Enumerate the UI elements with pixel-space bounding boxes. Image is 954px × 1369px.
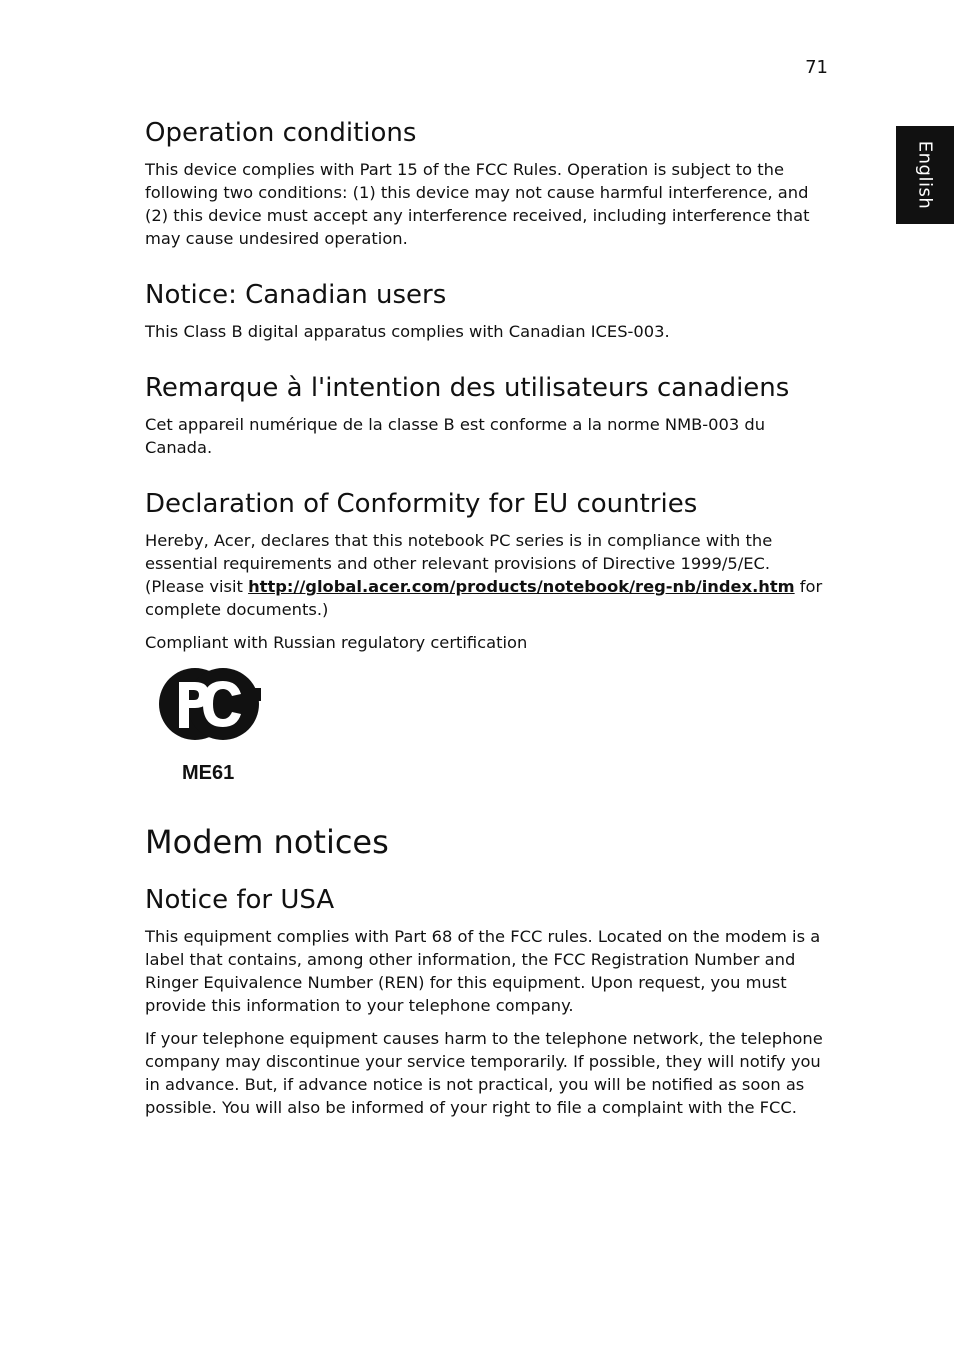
pct-logo [157,664,267,785]
section-heading: Notice for USA [145,885,335,915]
eu-body-text-end: for complete documents.) [145,577,823,619]
section-eu-conformity [145,487,829,785]
section-remarque [145,371,829,459]
language-tab [896,126,954,224]
section-body: This device complies with Part 15 of the FCC Rules. Operation is subject to the following two conditions: (1) this device may not cause harmful interference, and (2) this device must accept any interference received, including interference that may cause undesired operation. [145,160,810,248]
section-body: This Class B digital apparatus complies with Canadian ICES-003. [145,322,670,341]
section-body [145,529,829,621]
section-body: Cet appareil numérique de la classe B est conforme a la norme NMB-003 du Canada. [145,415,766,457]
logo-caption: ME61 [182,762,235,784]
section-operation-conditions [145,116,829,250]
section-body: If your telephone equipment causes harm to the telephone network, the telephone company may discontinue your service temporarily. If possible, they will notify you in advance. But, if advance notice is not practical, you will be notified as soon as possible. You will also be informed of your right to file a complaint with the FCC. [145,1029,823,1117]
section-modem-notices [145,821,829,1119]
russian-certification-text: Compliant with Russian regulatory certification [145,633,528,652]
section-heading: Declaration of Conformity for EU countries [145,489,698,519]
page-content [145,116,829,1129]
eu-docs-link[interactable]: http://global.acer.com/products/notebook/reg-nb/index.htm [248,577,795,596]
eu-body-text: Hereby, Acer, declares that this notebook PC series is in compliance with the essential requirements and other relevant provisions of Directive 1999/5/EC. (Please visit [145,531,773,596]
language-tab-label: English [914,140,936,210]
section-body: This equipment complies with Part 68 of the FCC rules. Located on the modem is a label that contains, among other information, the FCC Registration Number and Ringer Equivalence Number (REN) for this equipment. Upon request, you must provide this information to your telephone company. [145,927,821,1015]
chapter-title: Modem notices [145,823,389,861]
section-heading: Operation conditions [145,118,417,148]
page-number: 71 [805,57,828,78]
section-heading: Remarque à l'intention des utilisateurs canadiens [145,373,790,403]
section-canadian-users [145,278,829,343]
pct-certification-icon [157,664,261,746]
section-heading: Notice: Canadian users [145,280,447,310]
